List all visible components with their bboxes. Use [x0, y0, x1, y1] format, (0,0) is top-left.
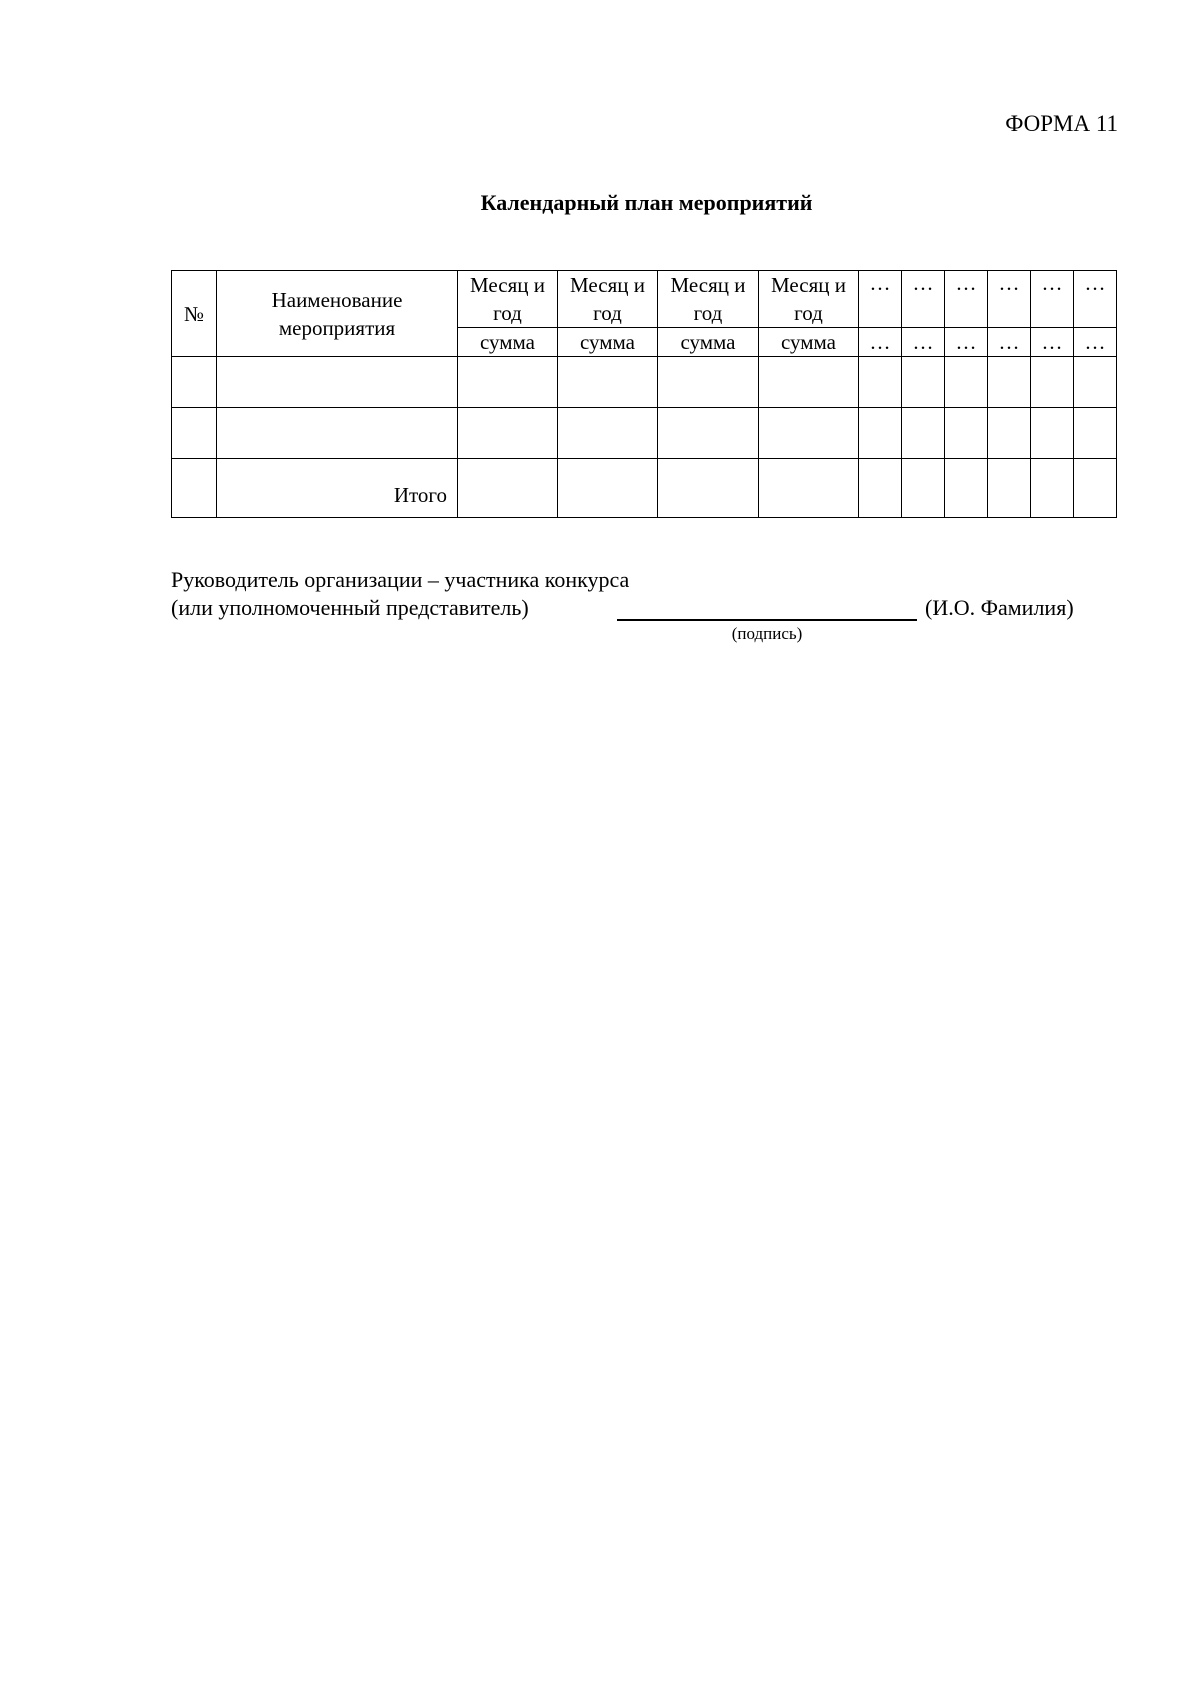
- table-cell[interactable]: [172, 459, 217, 518]
- table-cell[interactable]: [902, 357, 945, 408]
- table-cell[interactable]: [1031, 357, 1074, 408]
- col-name-header: Наименование мероприятия: [217, 271, 458, 357]
- sum-header: сумма: [458, 328, 558, 357]
- table-row: [172, 357, 1117, 408]
- table-cell[interactable]: [1074, 357, 1117, 408]
- ellipsis-header: …: [988, 271, 1031, 328]
- table-cell[interactable]: [658, 357, 759, 408]
- ellipsis-sum-header: …: [1031, 328, 1074, 357]
- table-cell[interactable]: [558, 357, 658, 408]
- total-cell[interactable]: [988, 459, 1031, 518]
- total-row: [172, 459, 1117, 518]
- signature-line: [171, 594, 1116, 643]
- ellipsis-sum-header: …: [1074, 328, 1117, 357]
- calendar-plan-table: [171, 270, 1117, 518]
- sum-header: сумма: [658, 328, 759, 357]
- month-year-header: Месяц и год: [658, 271, 759, 328]
- signature-block: [171, 566, 1116, 643]
- month-year-header: Месяц и год: [759, 271, 859, 328]
- signatory-name-placeholder: (И.О. Фамилия): [925, 595, 1074, 620]
- signature-caption: (подпись): [731, 624, 803, 643]
- ellipsis-sum-header: …: [988, 328, 1031, 357]
- month-year-header: Месяц и год: [458, 271, 558, 328]
- table-cell[interactable]: [458, 357, 558, 408]
- ellipsis-header: …: [902, 271, 945, 328]
- ellipsis-header: …: [859, 271, 902, 328]
- sum-header: сумма: [558, 328, 658, 357]
- table-cell[interactable]: [172, 408, 217, 459]
- total-cell[interactable]: [902, 459, 945, 518]
- table-cell[interactable]: [658, 408, 759, 459]
- table-cell[interactable]: [217, 408, 458, 459]
- ellipsis-header: …: [945, 271, 988, 328]
- table-row: [172, 408, 1117, 459]
- table-cell[interactable]: [859, 357, 902, 408]
- total-cell[interactable]: [945, 459, 988, 518]
- sum-header: сумма: [759, 328, 859, 357]
- form-number: ФОРМА 11: [1005, 111, 1118, 136]
- table-cell[interactable]: [759, 357, 859, 408]
- table-cell[interactable]: [759, 408, 859, 459]
- total-cell[interactable]: [558, 459, 658, 518]
- table-cell[interactable]: [902, 408, 945, 459]
- table-cell[interactable]: [1031, 408, 1074, 459]
- table-cell[interactable]: [988, 357, 1031, 408]
- ellipsis-header: …: [1031, 271, 1074, 328]
- table-cell[interactable]: [945, 408, 988, 459]
- ellipsis-sum-header: …: [902, 328, 945, 357]
- table-cell[interactable]: [558, 408, 658, 459]
- ellipsis-sum-header: …: [945, 328, 988, 357]
- header-row-month: [172, 271, 1117, 328]
- table-cell[interactable]: [172, 357, 217, 408]
- table-cell[interactable]: [217, 357, 458, 408]
- table-cell[interactable]: [988, 408, 1031, 459]
- signatory-representative: (или уполномоченный представитель): [171, 595, 529, 620]
- total-cell[interactable]: [1074, 459, 1117, 518]
- total-cell[interactable]: [458, 459, 558, 518]
- ellipsis-sum-header: …: [859, 328, 902, 357]
- total-cell[interactable]: [859, 459, 902, 518]
- ellipsis-header: …: [1074, 271, 1117, 328]
- table-cell[interactable]: [1074, 408, 1117, 459]
- signatory-title: Руководитель организации – участника конкурса: [171, 567, 630, 592]
- total-cell[interactable]: [1031, 459, 1074, 518]
- table-cell[interactable]: [859, 408, 902, 459]
- document-title: Календарный план мероприятий: [480, 190, 813, 215]
- total-label: Итого: [217, 459, 458, 518]
- table-cell[interactable]: [458, 408, 558, 459]
- total-cell[interactable]: [658, 459, 759, 518]
- month-year-header: Месяц и год: [558, 271, 658, 328]
- table-cell[interactable]: [945, 357, 988, 408]
- signature-field[interactable]: [617, 594, 917, 621]
- col-number-header: №: [172, 271, 217, 357]
- total-cell[interactable]: [759, 459, 859, 518]
